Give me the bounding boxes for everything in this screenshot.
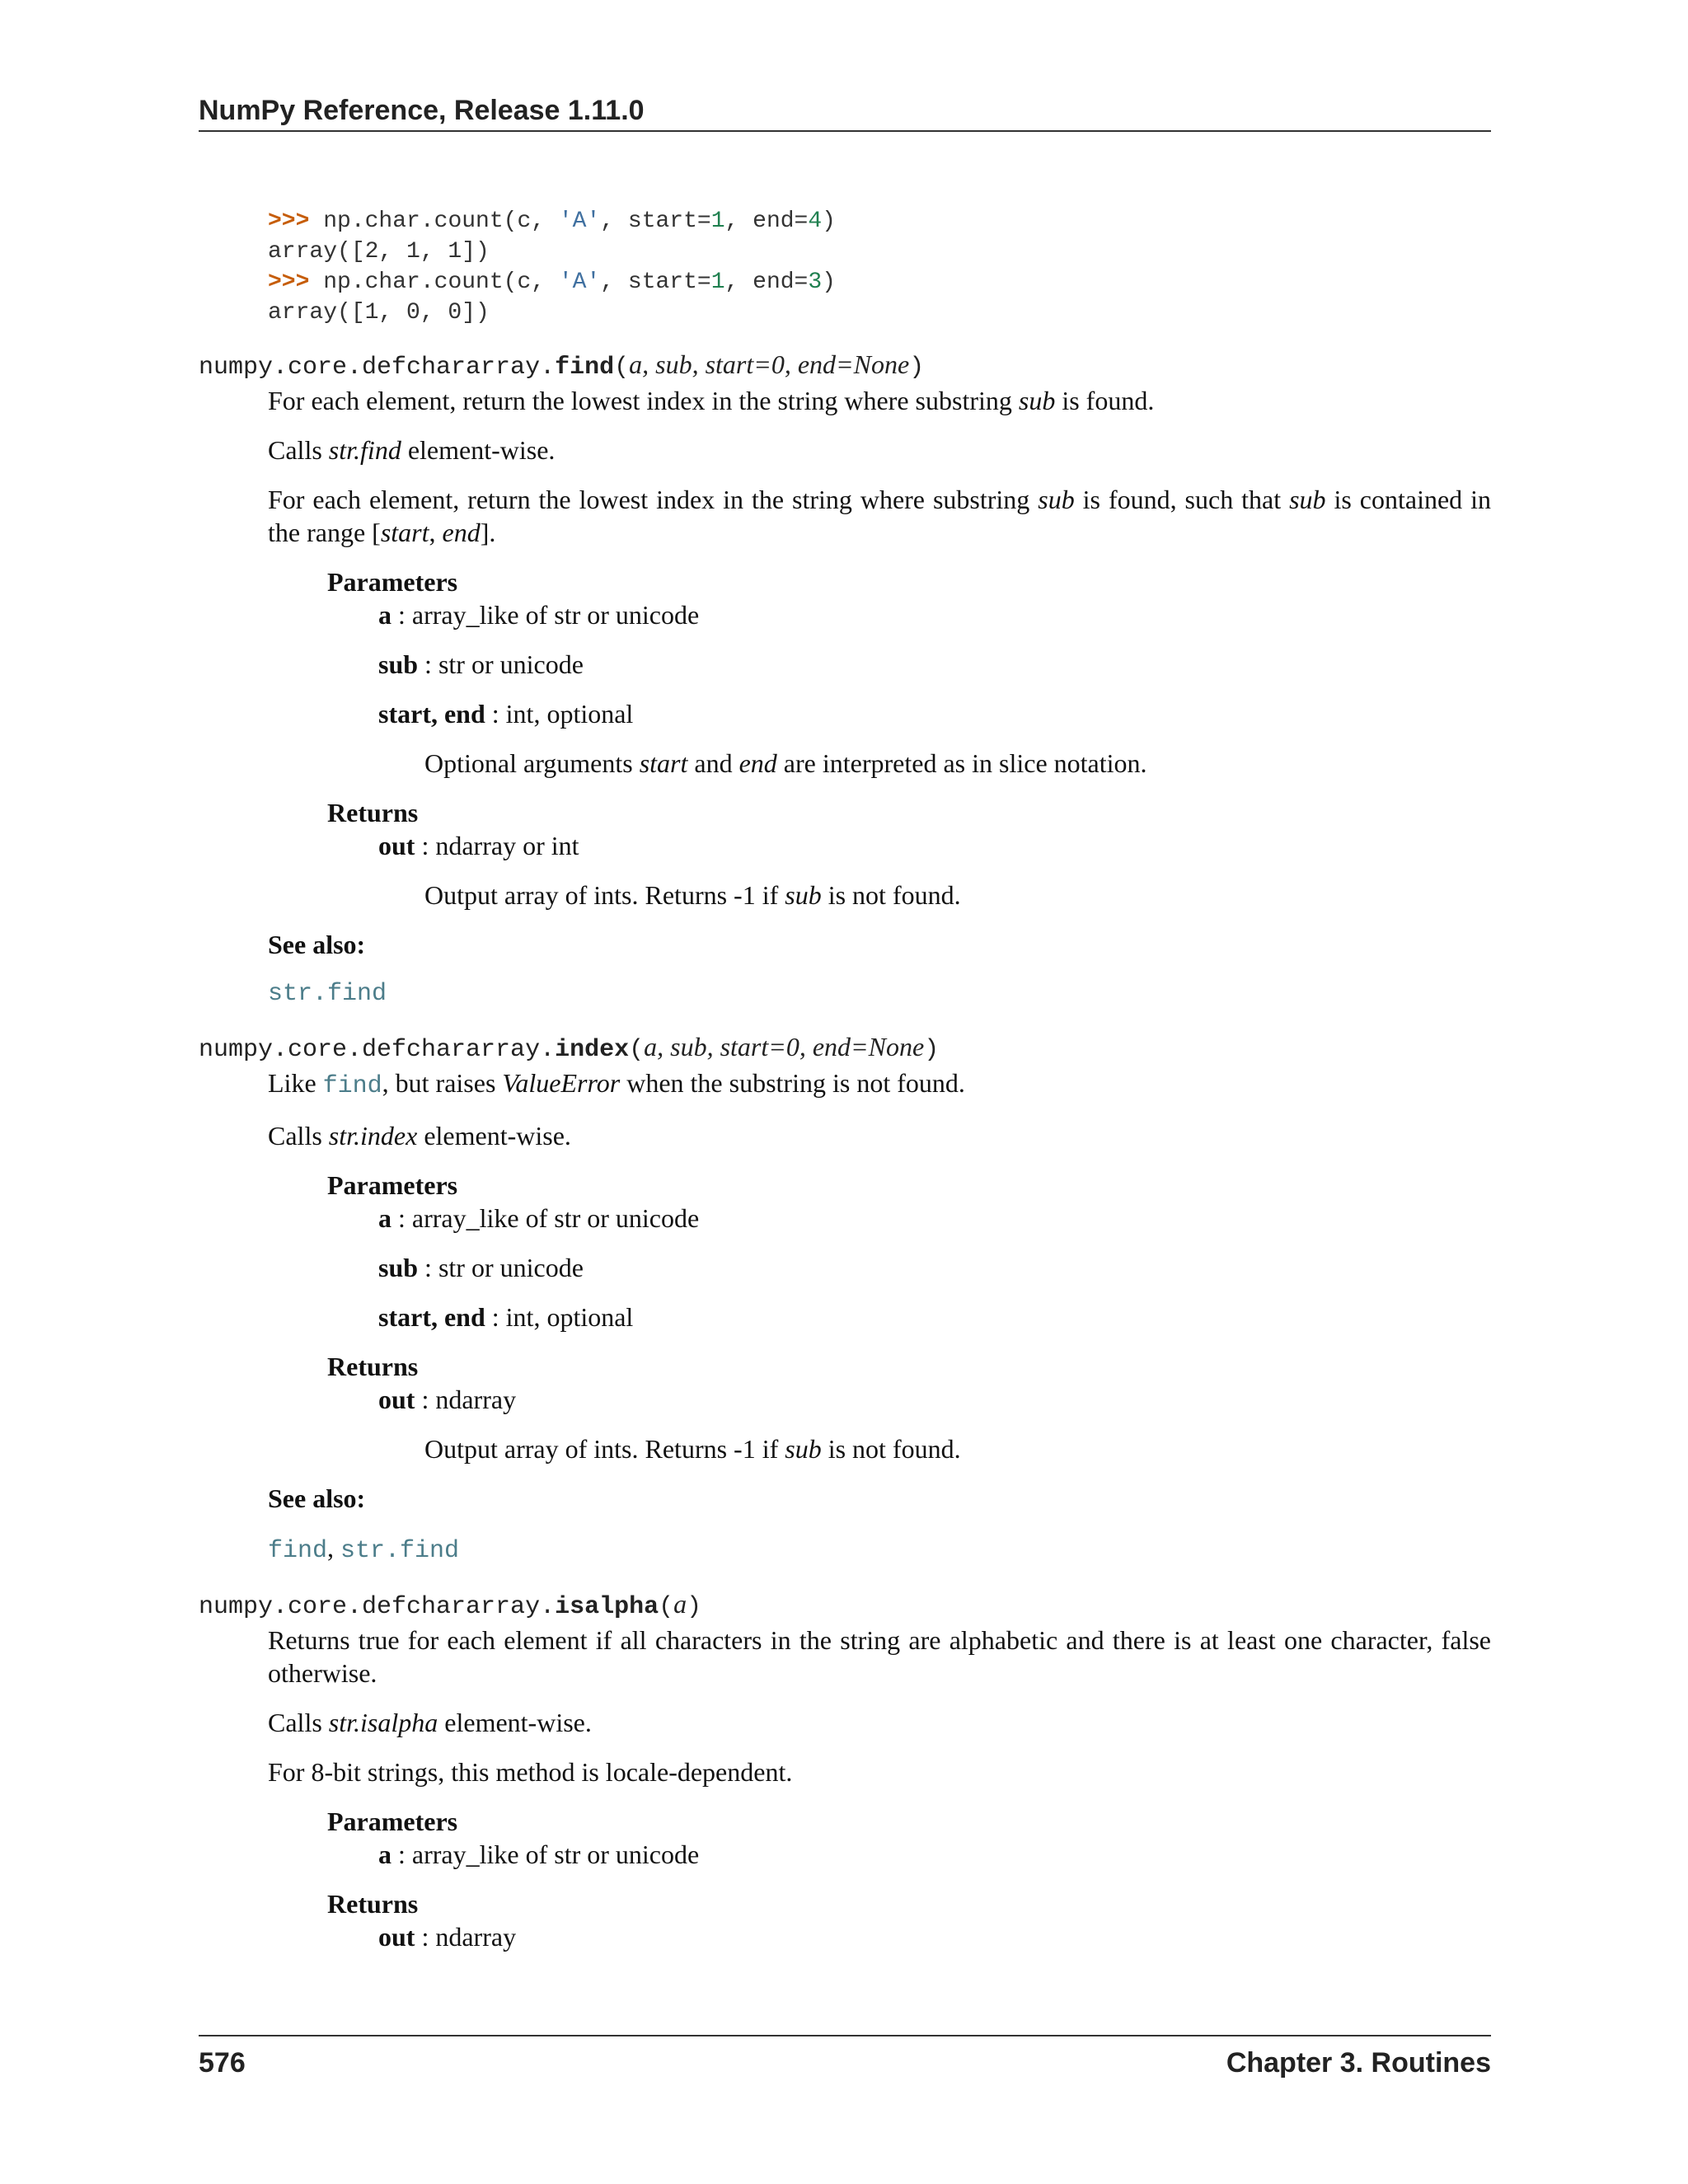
return-entry: out : ndarray [378,1385,517,1414]
code-string: 'A' [558,209,601,234]
paragraph: Calls str.isalpha element-wise. [268,1708,592,1737]
code-text: , start= [600,209,711,234]
returns-section [327,1350,1491,1465]
code-prompt: >>> [268,269,310,295]
chapter-title: Chapter 3. Routines [1226,2047,1491,2079]
return-description: Output array of ints. Returns -1 if sub is not found. [424,1434,961,1464]
code-string: 'A' [558,269,601,295]
see-also-links: find, str.find [268,1533,460,1565]
function-description-isalpha [268,1624,1491,1953]
section-title: Parameters [327,1807,458,1836]
section-title: Returns [327,798,419,827]
param-entry: start, end : int, optional [378,699,634,729]
see-also-title: See also: [268,1483,366,1513]
see-also-link-str-find[interactable]: str.find [268,980,387,1008]
paragraph: Calls str.find element-wise. [268,435,556,465]
return-entry: out : ndarray [378,1922,517,1952]
code-number: 1 [710,209,725,234]
signature-function-name: isalpha [555,1593,659,1621]
signature-params: a, sub, start=0, end=None [644,1032,925,1062]
signature-module: numpy.core.defchararray. [199,1593,556,1621]
code-text: ) [822,269,836,295]
section-title: Returns [327,1352,419,1381]
section-title: Parameters [327,567,458,597]
parameters-section [327,1805,1491,1871]
param-entry: sub : str or unicode [378,1253,584,1282]
code-number: 4 [808,209,823,234]
see-also-title: See also: [268,930,366,959]
see-also-link-str-find[interactable]: str.find [340,1537,460,1565]
code-prompt: >>> [268,209,310,234]
function-signature-find: numpy.core.defchararray.find(a, sub, start=0, end=None) [199,349,925,382]
code-output: array([1, 0, 0]) [268,300,490,326]
signature-params: a, sub, start=0, end=None [629,349,910,379]
page-content [199,206,1491,1953]
section-title: Returns [327,1889,419,1919]
code-text: np.char.count(c, [309,209,559,234]
code-number: 3 [808,269,823,295]
returns-section [327,1887,1491,1953]
page-number: 576 [199,2047,246,2079]
return-entry: out : ndarray or int [378,831,579,860]
param-entry: sub : str or unicode [378,649,584,679]
signature-module: numpy.core.defchararray. [199,1036,556,1064]
page-footer [199,2035,1491,2081]
code-text: np.char.count(c, [309,269,559,295]
returns-section [327,796,1491,912]
signature-function-name: index [555,1036,630,1064]
function-description-index [268,1066,1491,1568]
param-entry: a : array_like of str or unicode [378,1203,700,1233]
function-signature-isalpha: numpy.core.defchararray.isalpha(a) [199,1589,702,1621]
code-output: array([2, 1, 1]) [268,239,490,265]
page-header [199,92,1491,132]
return-description: Output array of ints. Returns -1 if sub is not found. [424,880,961,910]
signature-module: numpy.core.defchararray. [199,354,556,382]
section-title: Parameters [327,1170,458,1200]
code-text: ) [822,209,836,234]
signature-function-name: find [555,354,615,382]
paragraph: For each element, return the lowest index in the string where substring sub is found. [268,386,1155,415]
parameters-section [327,1169,1491,1333]
paragraph: Calls str.index element-wise. [268,1121,571,1151]
param-entry: start, end : int, optional [378,1302,634,1332]
see-also-link-find[interactable]: find [268,1537,328,1565]
function-signature-index: numpy.core.defchararray.index(a, sub, start=0, end=None) [199,1032,940,1064]
function-description-find [268,384,1491,1010]
code-example [268,206,1491,328]
header-title: NumPy Reference, Release 1.11.0 [199,95,645,126]
inline-link-find[interactable]: find [322,1072,382,1100]
param-entry: a : array_like of str or unicode [378,600,700,630]
paragraph: Returns true for each element if all characters in the string are alphabetic and there is at least one character, false otherwise. [268,1625,1491,1688]
paragraph: For each element, return the lowest index in the string where substring sub is found, such that sub is contained in the range [start, end]. [268,485,1492,547]
parameters-section [327,565,1491,780]
paragraph: Like find, but raises ValueError when the substring is not found. [268,1068,965,1100]
code-text: , end= [724,209,809,234]
code-text: , start= [600,269,711,295]
code-text: , end= [724,269,809,295]
code-number: 1 [710,269,725,295]
paragraph: For 8-bit strings, this method is locale-dependent. [268,1757,793,1787]
signature-params: a [673,1589,687,1619]
param-entry: a : array_like of str or unicode [378,1840,700,1869]
param-description: Optional arguments start and end are interpreted as in slice notation. [424,748,1147,778]
